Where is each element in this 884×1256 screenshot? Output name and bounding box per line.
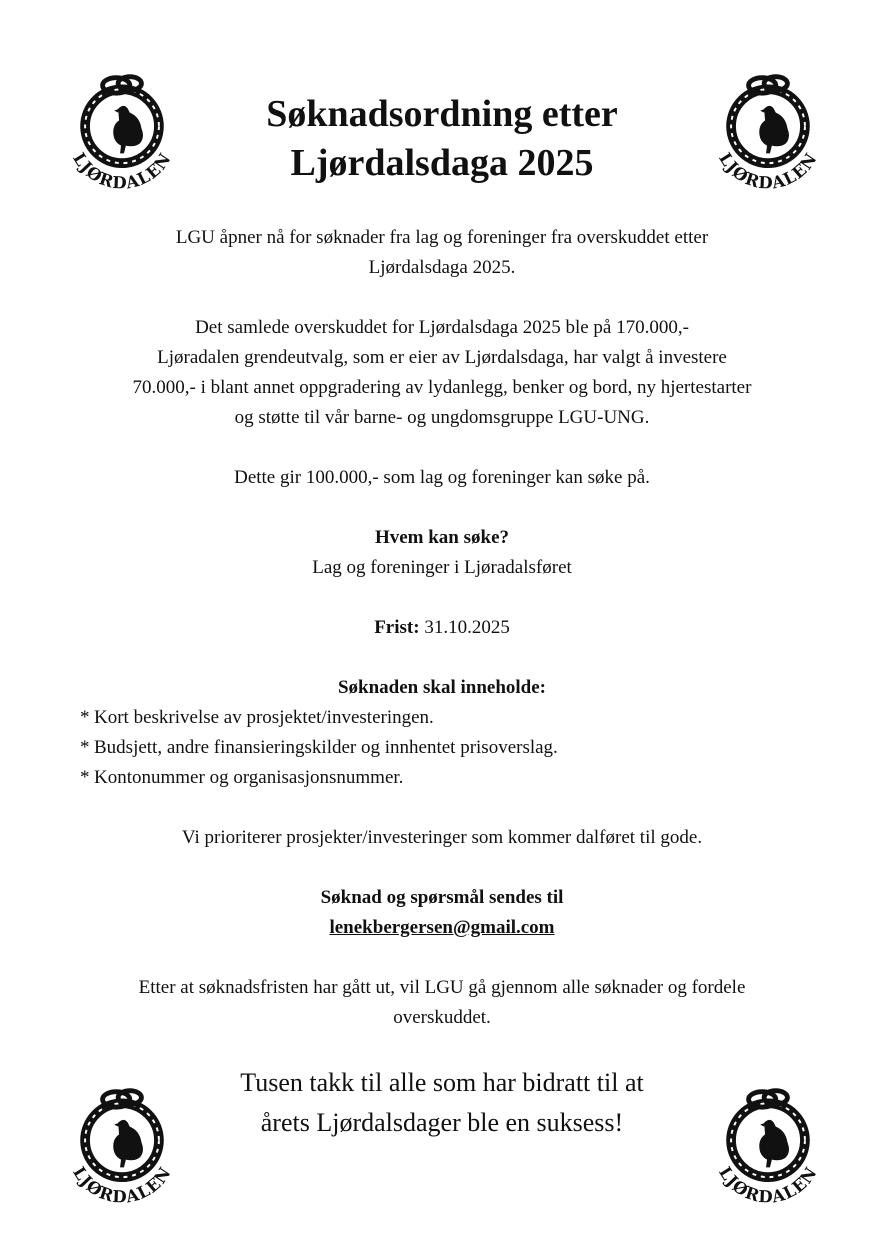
intro-line-2: Ljørdalsdaga 2025. <box>368 257 516 278</box>
capercaillie-logo-icon <box>54 66 190 202</box>
capercaillie-logo-icon <box>700 66 836 202</box>
list-item-text: Budsjett, andre finansieringskilder og innhentet prisoverslag. <box>94 737 558 758</box>
deadline-label: Frist: <box>374 617 420 638</box>
contact-heading: Søknad og spørsmål sendes til <box>320 887 564 908</box>
document-body <box>60 223 824 1063</box>
list-item: * Budsjett, andre finansieringskilder og innhentet prisoverslag. <box>80 733 824 763</box>
title-line-1: Søknadsordning etter <box>266 93 618 135</box>
list-item-text: Kort beskrivelse av prosjektet/investeringen. <box>94 707 434 728</box>
thanks-line-1: Tusen takk til alle som har bidratt til at <box>240 1068 644 1097</box>
list-item: * Kontonummer og organisasjonsnummer. <box>80 763 824 793</box>
who-can-apply <box>60 523 824 583</box>
thanks-message <box>160 1063 724 1143</box>
deadline <box>60 613 824 643</box>
process-line-1: Etter at søknadsfristen har gått ut, vil LGU gå gjennom alle søknader og fordele <box>138 977 746 998</box>
process-paragraph <box>60 973 824 1033</box>
intro-paragraph <box>60 223 824 283</box>
who-heading: Hvem kan søke? <box>374 527 510 548</box>
available-amount: Dette gir 100.000,- som lag og foreninger kan søke på. <box>234 467 650 488</box>
page-title <box>200 90 684 188</box>
surplus-line-2: Ljøradalen grendeutvalg, som er eier av Ljørdalsdaga, har valgt å investere <box>157 347 727 368</box>
ljordalen-logo-top-right <box>700 66 836 202</box>
surplus-line-3: 70.000,- i blant annet oppgradering av lydanlegg, benker og bord, ny hjertestarter <box>132 377 752 398</box>
title-line-2: Ljørdalsdaga 2025 <box>290 142 594 184</box>
deadline-value: 31.10.2025 <box>419 617 510 638</box>
contact-email-link[interactable]: lenekbergersen@gmail.com <box>329 917 555 938</box>
list-item: * Kort beskrivelse av prosjektet/investeringen. <box>80 703 824 733</box>
priority-text: Vi prioriterer prosjekter/investeringer som kommer dalføret til gode. <box>181 827 703 848</box>
list-item-text: Kontonummer og organisasjonsnummer. <box>94 767 404 788</box>
thanks-line-2: årets Ljørdalsdager ble en suksess! <box>260 1108 624 1137</box>
surplus-line-1: Det samlede overskuddet for Ljørdalsdaga 2025 ble på 170.000,- <box>195 317 689 338</box>
contact-section <box>60 883 824 943</box>
intro-line-1: LGU åpner nå for søknader fra lag og foreninger fra overskuddet etter <box>175 227 709 248</box>
process-line-2: overskuddet. <box>393 1007 491 1028</box>
contents-list <box>60 703 824 793</box>
surplus-paragraph <box>60 313 824 433</box>
contents-heading: Søknaden skal inneholde: <box>337 677 547 698</box>
surplus-line-4: og støtte til vår barne- og ungdomsgruppe LGU-UNG. <box>234 407 650 428</box>
ljordalen-logo-top-left <box>54 66 190 202</box>
who-text: Lag og foreninger i Ljøradalsføret <box>312 557 572 578</box>
